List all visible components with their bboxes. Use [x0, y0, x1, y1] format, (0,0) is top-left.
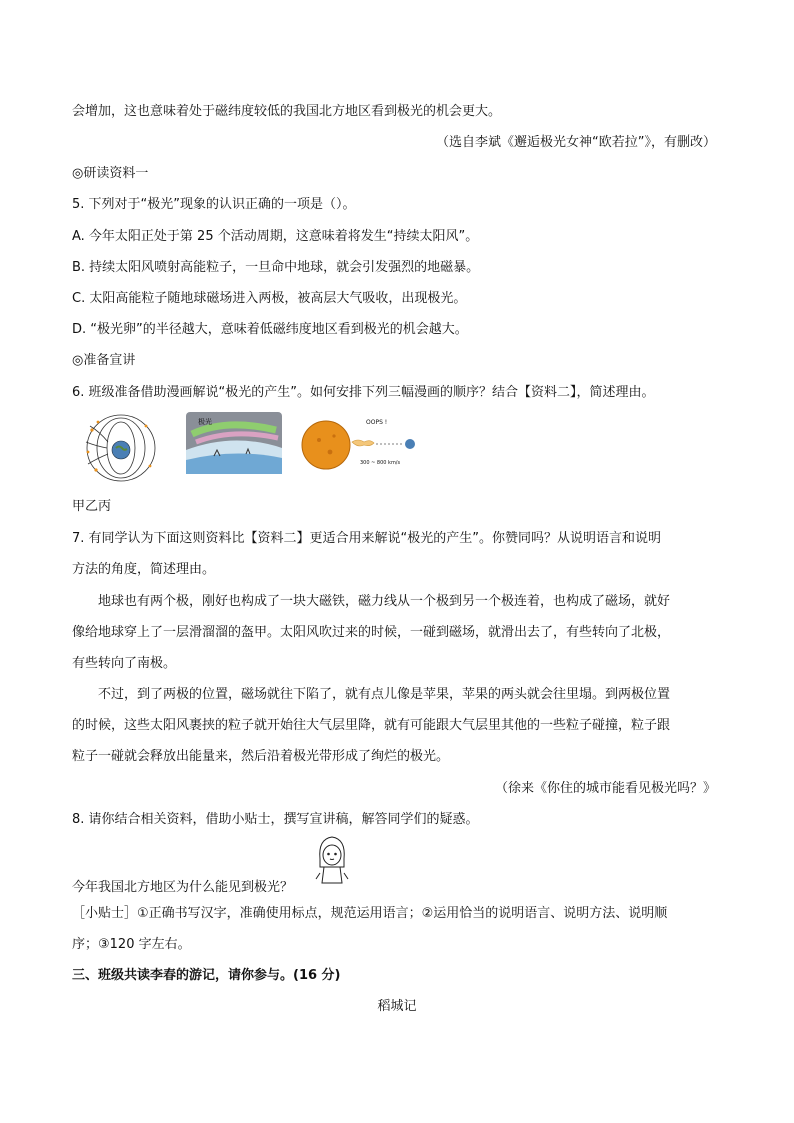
magnetic-field-comic	[80, 412, 162, 484]
question-5: 5. 下列对于“极光”现象的认识正确的一项是（）。	[72, 197, 356, 212]
question-8-prompt: 今年我国北方地区为什么能见到极光？	[72, 880, 294, 895]
passage-2-line-2: 的时候，这些太阳风裹挟的粒子就开始往大气层里降，就有可能跟大气层里其他的一些粒子碰撞，粒子跟	[72, 718, 671, 733]
answer-6: 甲乙丙	[72, 499, 112, 514]
question-5-option-d: D. “极光卵”的半径越大，意味着低磁纬度地区看到极光的机会越大。	[72, 322, 468, 337]
section-heading-3: 三、班级共读李春的游记，请你参与。(16 分)	[72, 968, 341, 983]
girl-avatar-icon	[312, 833, 352, 889]
question-5-option-b: B. 持续太阳风喷射高能粒子，一旦命中地球，就会引发强烈的地磁暴。	[72, 260, 480, 275]
section-heading-research-1: ◎研读资料一	[72, 166, 149, 181]
question-8: 8. 请你结合相关资料，借助小贴士，撰写宣讲稿，解答同学们的疑惑。	[72, 812, 479, 827]
passage-1-line-1: 地球也有两个极，刚好也构成了一块大磁铁，磁力线从一个极到另一个极连着，也构成了磁场，就好	[98, 594, 671, 609]
tips-line-1: ［小贴士］①正确书写汉字，准确使用标点，规范运用语言；②运用恰当的说明语言、说明方法、说明顺	[72, 906, 668, 921]
passage-1-line-2: 像给地球穿上了一层滑溜溜的盔甲。太阳风吹过来的时候，一碰到磁场，就滑出去了，有些转向了北极，	[72, 625, 671, 640]
source-citation-1: （选自李斌《邂逅极光女神“欧若拉”》，有删改）	[436, 135, 716, 150]
section-heading-prepare: ◎准备宣讲	[72, 353, 136, 368]
source-citation-2: （徐来《你住的城市能看见极光吗？》	[494, 781, 716, 796]
question-5-option-a: A. 今年太阳正处于第 25 个活动周期，这意味着将发生“持续太阳风”。	[72, 229, 479, 244]
question-7-line-1: 7. 有同学认为下面这则资料比【资料二】更适合用来解说“极光的产生”。你赞同吗？从说明语言和说明	[72, 531, 662, 546]
speed-label: 300 ~ 800 km/s	[360, 460, 401, 466]
oops-label: OOPS !	[366, 419, 388, 426]
line-continuation: 会增加，这也意味着处于磁纬度较低的我国北方地区看到极光的机会更大。	[72, 104, 502, 119]
question-5-option-c: C. 太阳高能粒子随地球磁场进入两极，被高层大气吸收，出现极光。	[72, 291, 467, 306]
question-7-line-2: 方法的角度，简述理由。	[72, 562, 216, 577]
aurora-comic	[186, 412, 282, 474]
tips-line-2: 序；③120 字左右。	[72, 937, 191, 952]
passage-2-line-1: 不过，到了两极的位置，磁场就往下陷了，就有点儿像是苹果，苹果的两头就会往里塌。到两极位置	[98, 687, 671, 702]
essay-title: 稻城记	[377, 999, 417, 1014]
passage-2-line-3: 粒子一碰就会释放出能量来，然后沿着极光带形成了绚烂的极光。	[72, 749, 450, 764]
passage-1-line-3: 有些转向了南极。	[72, 656, 177, 671]
aurora-label: 极光	[198, 418, 212, 426]
question-6: 6. 班级准备借助漫画解说“极光的产生”。如何安排下列三幅漫画的顺序？结合【资料二】，简述理由。	[72, 385, 655, 400]
solar-wind-comic	[300, 412, 420, 478]
